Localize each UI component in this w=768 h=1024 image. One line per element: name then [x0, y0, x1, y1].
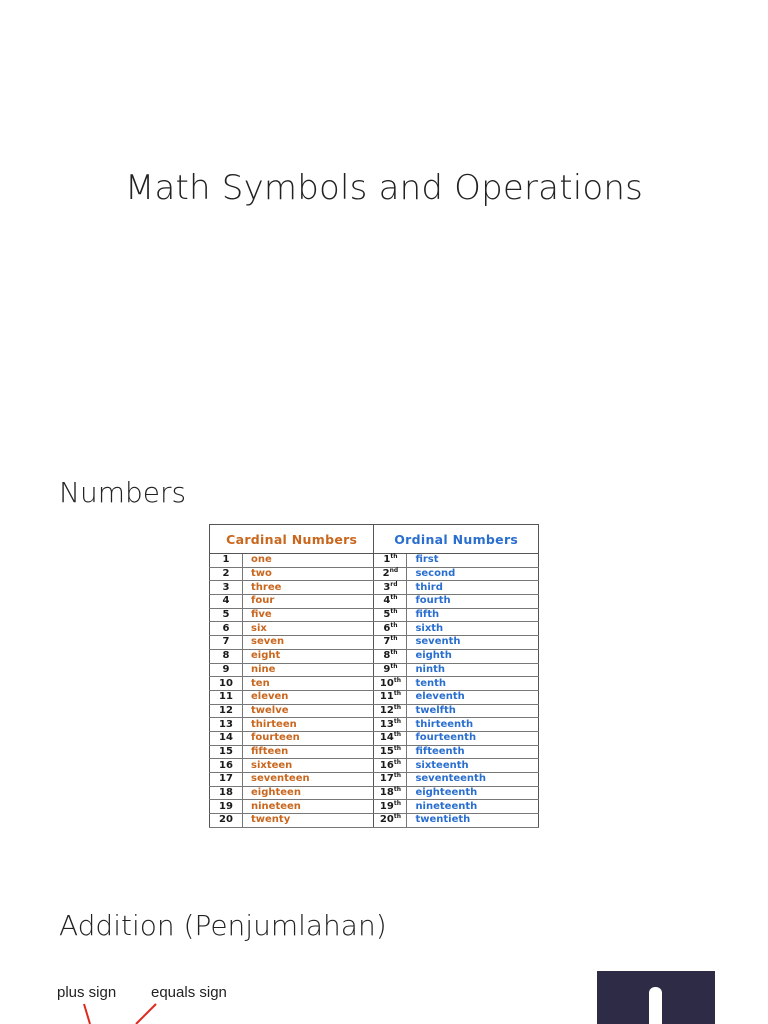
table-row [210, 581, 539, 595]
ordinal-digit: 4 [383, 595, 391, 607]
numbers-heading: Numbers [59, 476, 187, 509]
addition-heading: Addition (Penjumlahan) [59, 909, 387, 942]
ordinal-word: seventh [407, 636, 539, 650]
cardinal-word: three [243, 581, 374, 595]
table-row [210, 554, 539, 568]
ordinal-digit: 19 [379, 800, 394, 812]
table-row [210, 649, 539, 663]
ordinal-number [374, 800, 407, 814]
ordinal-suffix: th [393, 717, 401, 725]
cardinal-number: 6 [210, 622, 243, 636]
ordinal-number [374, 814, 407, 828]
cardinal-number: 11 [210, 690, 243, 704]
cardinal-word: eight [243, 649, 374, 663]
ordinal-digit: 12 [379, 704, 394, 716]
cardinal-number: 12 [210, 704, 243, 718]
cardinal-number: 19 [210, 800, 243, 814]
table-row [210, 786, 539, 800]
cardinal-number: 17 [210, 773, 243, 787]
ordinal-suffix: th [390, 635, 398, 643]
cardinal-word: sixteen [243, 759, 374, 773]
table-row [210, 595, 539, 609]
ordinal-suffix: th [393, 758, 401, 766]
table-row [210, 731, 539, 745]
ordinal-word: eighth [407, 649, 539, 663]
numbers-table [209, 524, 539, 828]
table-row [210, 608, 539, 622]
ordinal-suffix: th [393, 690, 401, 698]
ordinal-number [374, 595, 407, 609]
ordinal-digit: 18 [379, 787, 394, 799]
ordinal-digit: 10 [379, 677, 394, 689]
cardinal-word: four [243, 595, 374, 609]
ordinal-suffix: th [390, 649, 398, 657]
table-row [210, 773, 539, 787]
ordinal-word: first [407, 554, 539, 568]
table-row [210, 677, 539, 691]
ordinal-digit: 1 [383, 554, 391, 566]
cardinal-number: 7 [210, 636, 243, 650]
table-row [210, 745, 539, 759]
cardinal-word: twenty [243, 814, 374, 828]
cardinal-number: 20 [210, 814, 243, 828]
ordinal-number [374, 567, 407, 581]
ordinal-word: second [407, 567, 539, 581]
ordinal-digit: 7 [383, 636, 391, 648]
ordinal-digit: 14 [379, 732, 394, 744]
cardinal-number: 16 [210, 759, 243, 773]
ordinal-digit: 20 [379, 814, 394, 826]
cardinal-number: 14 [210, 731, 243, 745]
ordinal-number [374, 622, 407, 636]
ordinal-suffix: nd [389, 567, 399, 575]
cardinal-number: 2 [210, 567, 243, 581]
table-row [210, 622, 539, 636]
ordinal-number [374, 554, 407, 568]
ordinal-digit: 15 [379, 745, 394, 757]
ordinal-suffix: th [393, 772, 401, 780]
ordinal-number [374, 704, 407, 718]
plus-sign-label: plus sign [57, 984, 117, 1001]
cardinal-word: ten [243, 677, 374, 691]
ordinal-suffix: th [390, 662, 398, 670]
ordinal-number [374, 718, 407, 732]
cardinal-number: 10 [210, 677, 243, 691]
plus-sign-arrow [84, 1004, 90, 1024]
cardinal-word: fourteen [243, 731, 374, 745]
table-header-row [210, 525, 539, 554]
ordinal-digit: 9 [383, 663, 391, 675]
table-row [210, 759, 539, 773]
cardinal-word: seven [243, 636, 374, 650]
cardinal-number: 9 [210, 663, 243, 677]
cardinal-number: 18 [210, 786, 243, 800]
cardinal-number: 8 [210, 649, 243, 663]
ordinal-number [374, 690, 407, 704]
cardinal-number: 15 [210, 745, 243, 759]
ordinal-digit: 11 [379, 691, 394, 703]
ordinal-suffix: th [393, 786, 401, 794]
ordinal-suffix: rd [390, 580, 398, 588]
equals-sign-arrow [136, 1004, 156, 1024]
cardinal-number: 4 [210, 595, 243, 609]
ordinal-digit: 5 [383, 609, 391, 621]
ordinal-number [374, 608, 407, 622]
ordinal-suffix: th [390, 594, 398, 602]
ordinal-suffix: th [393, 813, 401, 821]
cardinal-number: 1 [210, 554, 243, 568]
ordinal-word: fifth [407, 608, 539, 622]
ordinal-suffix: th [393, 676, 401, 684]
equals-sign-label: equals sign [151, 984, 227, 1001]
ordinal-number [374, 663, 407, 677]
ordinal-word: fifteenth [407, 745, 539, 759]
dark-graphic-block [597, 971, 715, 1024]
ordinal-header: Ordinal Numbers [374, 525, 539, 554]
cardinal-header: Cardinal Numbers [210, 525, 374, 554]
ordinal-number [374, 786, 407, 800]
ordinal-number [374, 636, 407, 650]
ordinal-suffix: th [393, 731, 401, 739]
ordinal-word: nineteenth [407, 800, 539, 814]
cardinal-word: five [243, 608, 374, 622]
white-bar-shape [649, 987, 662, 1024]
cardinal-word: one [243, 554, 374, 568]
cardinal-word: thirteen [243, 718, 374, 732]
ordinal-number [374, 773, 407, 787]
cardinal-number: 13 [210, 718, 243, 732]
ordinal-word: sixteenth [407, 759, 539, 773]
table-body [210, 554, 539, 828]
cardinal-word: eleven [243, 690, 374, 704]
ordinal-digit: 16 [379, 759, 394, 771]
ordinal-suffix: th [390, 608, 398, 616]
ordinal-number [374, 731, 407, 745]
ordinal-number [374, 745, 407, 759]
ordinal-word: tenth [407, 677, 539, 691]
page-title: Math Symbols and Operations [124, 168, 644, 208]
ordinal-number [374, 581, 407, 595]
ordinal-digit: 13 [379, 718, 394, 730]
ordinal-digit: 17 [379, 773, 394, 785]
cardinal-word: nineteen [243, 800, 374, 814]
ordinal-suffix: th [390, 621, 398, 629]
ordinal-suffix: th [390, 553, 398, 561]
table-row [210, 636, 539, 650]
ordinal-word: twentieth [407, 814, 539, 828]
ordinal-suffix: th [393, 799, 401, 807]
ordinal-word: eighteenth [407, 786, 539, 800]
cardinal-number: 5 [210, 608, 243, 622]
ordinal-digit: 3 [383, 581, 391, 593]
ordinal-word: thirteenth [407, 718, 539, 732]
table-row [210, 800, 539, 814]
cardinal-word: fifteen [243, 745, 374, 759]
ordinal-number [374, 759, 407, 773]
ordinal-suffix: th [393, 744, 401, 752]
ordinal-suffix: th [393, 703, 401, 711]
table-row [210, 814, 539, 828]
cardinal-word: seventeen [243, 773, 374, 787]
ordinal-word: eleventh [407, 690, 539, 704]
ordinal-number [374, 649, 407, 663]
ordinal-word: fourteenth [407, 731, 539, 745]
cardinal-word: eighteen [243, 786, 374, 800]
ordinal-digit: 2 [382, 568, 390, 580]
cardinal-word: nine [243, 663, 374, 677]
table-row [210, 718, 539, 732]
ordinal-number [374, 677, 407, 691]
cardinal-word: six [243, 622, 374, 636]
cardinal-word: twelve [243, 704, 374, 718]
ordinal-word: ninth [407, 663, 539, 677]
table-row [210, 567, 539, 581]
ordinal-word: twelfth [407, 704, 539, 718]
table-row [210, 663, 539, 677]
ordinal-word: sixth [407, 622, 539, 636]
cardinal-number: 3 [210, 581, 243, 595]
ordinal-digit: 6 [383, 622, 391, 634]
ordinal-digit: 8 [383, 650, 391, 662]
table-row [210, 704, 539, 718]
ordinal-word: fourth [407, 595, 539, 609]
table-row [210, 690, 539, 704]
ordinal-word: seventeenth [407, 773, 539, 787]
cardinal-word: two [243, 567, 374, 581]
annotation-arrows [70, 1000, 170, 1024]
ordinal-word: third [407, 581, 539, 595]
